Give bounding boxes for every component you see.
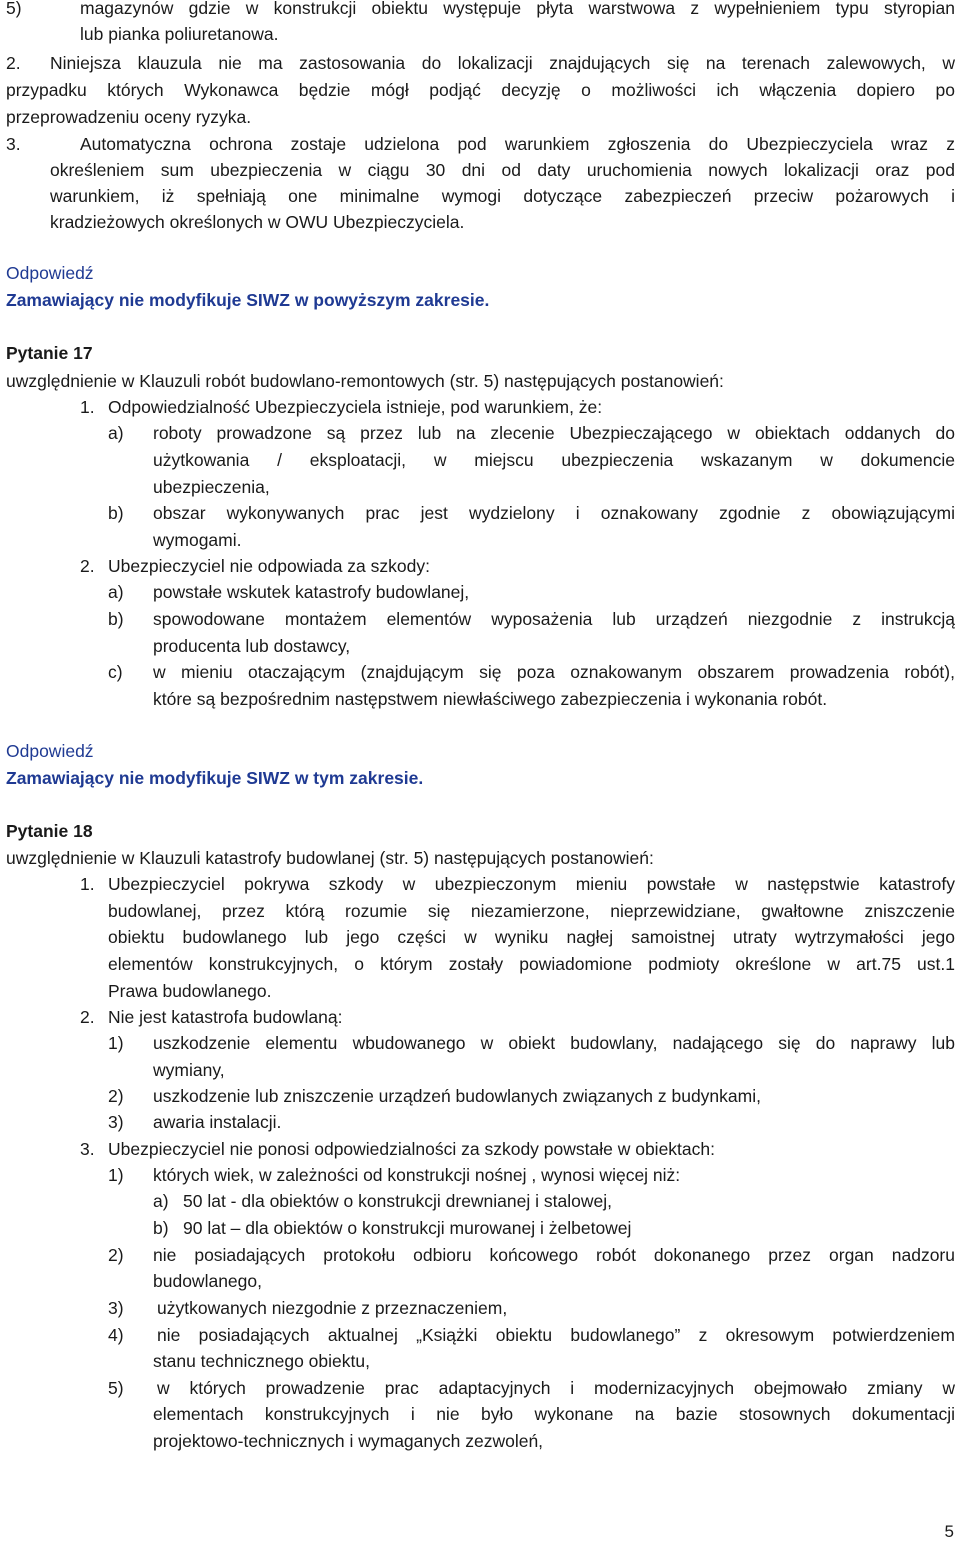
paragraph-line: magazynów gdzie w konstrukcji obiektu występuje płyta warstwowa z wypełnieniem typu styropian	[80, 0, 955, 18]
paragraph-line: które są bezpośrednim następstwem niewłaściwego zabezpieczenia i wykonania robót.	[153, 689, 828, 709]
paragraph-line: projektowo-technicznych i wymaganych zezwoleń,	[153, 1431, 544, 1451]
list-letter: b)	[153, 1218, 169, 1238]
list-number: 3)	[108, 1298, 124, 1318]
paragraph-line: których wiek, w zależności od konstrukcji nośnej , wynosi więcej niż:	[153, 1165, 681, 1185]
question-intro: uwzględnienie w Klauzuli katastrofy budowlanej (str. 5) następujących postanowień:	[6, 848, 654, 868]
page-number: 5	[944, 1522, 954, 1541]
list-letter: b)	[108, 503, 124, 523]
paragraph-line: 90 lat – dla obiektów o konstrukcji murowanej i żelbetowej	[183, 1218, 632, 1238]
paragraph-line: budowlanego,	[153, 1271, 262, 1291]
list-number: 3.	[6, 134, 21, 154]
paragraph-line: Ubezpieczyciel nie odpowiada za szkody:	[108, 556, 430, 576]
paragraph-line: warunkiem, iż spełniają one minimalne wymogi dotyczące zabezpieczeń przeciw pożarowych i	[50, 186, 955, 206]
list-number: 5)	[6, 0, 22, 18]
paragraph-line: w których prowadzenie prac adaptacyjnych i modernizacyjnych obejmowało zmiany w	[157, 1378, 955, 1398]
paragraph-line: 50 lat - dla obiektów o konstrukcji drewnianej i stalowej,	[183, 1191, 612, 1211]
paragraph-line: elementach konstrukcyjnych i nie było wykonane na bazie stosownych dokumentacji	[153, 1404, 955, 1424]
question-intro: uwzględnienie w Klauzuli robót budowlano-remontowych (str. 5) następujących postanowień:	[6, 371, 724, 391]
paragraph-line: Nie jest katastrofa budowlaną:	[108, 1007, 343, 1027]
paragraph-line: uszkodzenie elementu wbudowanego w obiekt budowlany, nadającego się do naprawy lub	[153, 1033, 955, 1053]
paragraph-line: określeniem sum ubezpieczenia w ciągu 30 dni od daty uruchomienia nowych lokalizacji oraz pod	[50, 160, 955, 180]
paragraph-line: lub pianka poliuretanowa.	[80, 24, 279, 44]
paragraph-line: producenta lub dostawcy,	[153, 636, 351, 656]
list-number: 5)	[108, 1378, 124, 1398]
list-number: 1)	[108, 1165, 124, 1185]
answer-text: Zamawiający nie modyfikuje SIWZ w tym zakresie.	[6, 768, 424, 788]
paragraph-line: nie posiadających protokołu odbioru końcowego robót dokonanego przez organ nadzoru	[153, 1245, 955, 1265]
list-number: 2.	[80, 1007, 95, 1027]
paragraph-line: nie posiadających aktualnej „Książki obiektu budowlanego” z okresowym potwierdzeniem	[157, 1325, 955, 1345]
paragraph-line: kradzieżowych określonych w OWU Ubezpieczyciela.	[50, 212, 465, 232]
paragraph-line: użytkowanych niezgodnie z przeznaczeniem,	[157, 1298, 508, 1318]
list-letter: a)	[153, 1191, 169, 1211]
list-number: 4)	[108, 1325, 124, 1345]
list-number: 2.	[80, 556, 95, 576]
list-letter: a)	[108, 582, 124, 602]
paragraph-line: przeprowadzeniu oceny ryzyka.	[6, 107, 252, 127]
list-letter: b)	[108, 609, 124, 629]
list-number: 1)	[108, 1033, 124, 1053]
paragraph-line: budowlanej, przez którą rozumie się niezamierzone, nieprzewidziane, gwałtowne zniszczenie	[108, 901, 955, 921]
paragraph-line: użytkowania / eksploatacji, w miejscu ubezpieczenia wskazanym w dokumencie	[153, 450, 955, 470]
paragraph-line: Automatyczna ochrona zostaje udzielona pod warunkiem zgłoszenia do Ubezpieczyciela wraz z	[80, 134, 955, 154]
paragraph-line: wymogami.	[153, 530, 242, 550]
paragraph-line: obiektu budowlanego lub jego części w wyniku nagłej samoistnej utraty wytrzymałości jego	[108, 927, 955, 947]
list-number: 1.	[80, 874, 95, 894]
paragraph-line: w mieniu otaczającym (znajdującym się poza oznakowanym obszarem prowadzenia robót),	[153, 662, 955, 682]
list-letter: c)	[108, 662, 123, 682]
paragraph-line: obszar wykonywanych prac jest wydzielony i oznakowany zgodnie z obowiązującymi	[153, 503, 955, 523]
answer-heading: Odpowiedź	[6, 741, 94, 761]
paragraph-line: wymiany,	[153, 1060, 225, 1080]
paragraph-line: stanu technicznego obiektu,	[153, 1351, 370, 1371]
paragraph-line: elementów konstrukcyjnych, o którym zostały powiadomione podmioty określone w art.75 ust.1	[108, 954, 955, 974]
paragraph-line: przypadku których Wykonawca będzie mógł podjąć decyzję o możliwości ich włączenia dopiero po	[6, 80, 955, 100]
list-letter: a)	[108, 423, 124, 443]
paragraph-line: Prawa budowlanego.	[108, 981, 272, 1001]
list-number: 3.	[80, 1139, 95, 1159]
list-number: 3)	[108, 1112, 124, 1132]
list-number: 2)	[108, 1245, 124, 1265]
paragraph-line: roboty prowadzone są przez lub na zlecenie Ubezpieczającego w obiektach oddanych do	[153, 423, 955, 443]
paragraph-line: powstałe wskutek katastrofy budowlanej,	[153, 582, 470, 602]
list-number: 2.	[6, 53, 21, 73]
paragraph-line: Odpowiedzialność Ubezpieczyciela istnieje, pod warunkiem, że:	[108, 397, 603, 417]
paragraph-line: Ubezpieczyciel pokrywa szkody w ubezpieczonym mieniu powstałe w następstwie katastrofy	[108, 874, 955, 894]
paragraph-line: ubezpieczenia,	[153, 477, 270, 497]
question-title: Pytanie 17	[6, 343, 93, 363]
paragraph-line: uszkodzenie lub zniszczenie urządzeń budowlanych związanych z budynkami,	[153, 1086, 761, 1106]
question-title: Pytanie 18	[6, 821, 93, 841]
answer-heading: Odpowiedź	[6, 263, 94, 283]
paragraph-line: Ubezpieczyciel nie ponosi odpowiedzialności za szkody powstałe w obiektach:	[108, 1139, 715, 1159]
answer-text: Zamawiający nie modyfikuje SIWZ w powyższym zakresie.	[6, 290, 490, 310]
paragraph-line: spowodowane montażem elementów wyposażenia lub urządzeń niezgodnie z instrukcją	[153, 609, 955, 629]
paragraph-line: Niniejsza klauzula nie ma zastosowania do lokalizacji znajdujących się na terenach zalewowych, w	[50, 53, 955, 73]
list-number: 1.	[80, 397, 95, 417]
list-number: 2)	[108, 1086, 124, 1106]
paragraph-line: awaria instalacji.	[153, 1112, 282, 1132]
